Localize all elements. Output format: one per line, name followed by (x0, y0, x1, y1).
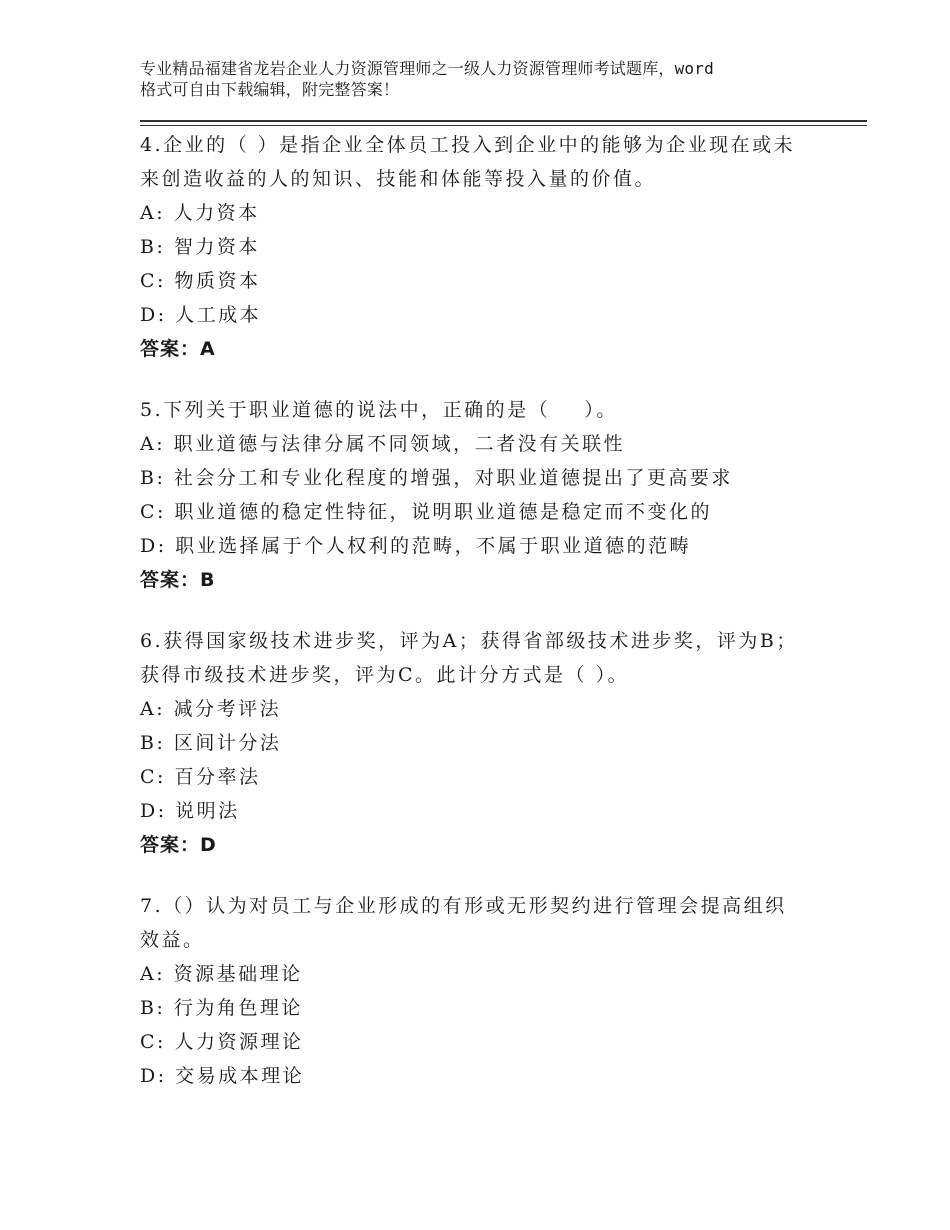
question-7 (140, 889, 820, 1093)
header-line-1: 专业精品福建省龙岩企业人力资源管理师之一级人力资源管理师考试题库，word (140, 59, 714, 78)
option-b: B: 社会分工和专业化程度的增强，对职业道德提出了更高要求 (140, 467, 733, 489)
question-stem-line: 4.企业的（ ）是指企业全体员工投入到企业中的能够为企业现在或未 (140, 134, 796, 156)
option-d: D: 说明法 (140, 800, 240, 822)
answer-label: 答案：A (140, 338, 216, 360)
question-stem-line: 7.（）认为对员工与企业形成的有形或无形契约进行管理会提高组织 (140, 895, 787, 917)
option-d: D: 交易成本理论 (140, 1065, 305, 1087)
option-d: D: 人工成本 (140, 304, 262, 326)
option-c: C: 百分率法 (140, 766, 261, 788)
question-4 (140, 128, 820, 366)
header-line-2: 格式可自由下载编辑，附完整答案！ (140, 80, 400, 99)
option-b: B: 区间计分法 (140, 732, 282, 754)
question-stem-line: 效益。 (140, 929, 205, 951)
header-rule-thin (140, 125, 867, 126)
option-a: A: 资源基础理论 (140, 963, 303, 985)
option-d: D: 职业选择属于个人权利的范畴，不属于职业道德的范畴 (140, 535, 692, 557)
option-c: C: 物质资本 (140, 270, 261, 292)
option-a: A: 减分考评法 (140, 698, 282, 720)
question-list (140, 128, 820, 1120)
question-5 (140, 393, 820, 597)
question-stem-line: 获得市级技术进步奖，评为C。此计分方式是（ ）。 (140, 664, 630, 686)
document-header (140, 58, 820, 100)
question-stem-line: 来创造收益的人的知识、技能和体能等投入量的价值。 (140, 168, 657, 190)
question-stem-line: 6.获得国家级技术进步奖，评为A；获得省部级技术进步奖，评为B； (140, 630, 798, 652)
option-b: B: 行为角色理论 (140, 997, 303, 1019)
header-rule-thick (140, 120, 867, 122)
option-c: C: 人力资源理论 (140, 1031, 304, 1053)
question-6 (140, 624, 820, 862)
option-b: B: 智力资本 (140, 236, 260, 258)
question-stem-line: 5.下列关于职业道德的说法中，正确的是（ ）。 (140, 399, 618, 421)
answer-label: 答案：B (140, 569, 216, 591)
option-a: A: 职业道德与法律分属不同领域，二者没有关联性 (140, 433, 626, 455)
option-a: A: 人力资本 (140, 202, 260, 224)
answer-label: 答案：D (140, 834, 217, 856)
option-c: C: 职业道德的稳定性特征，说明职业道德是稳定而不变化的 (140, 501, 712, 523)
